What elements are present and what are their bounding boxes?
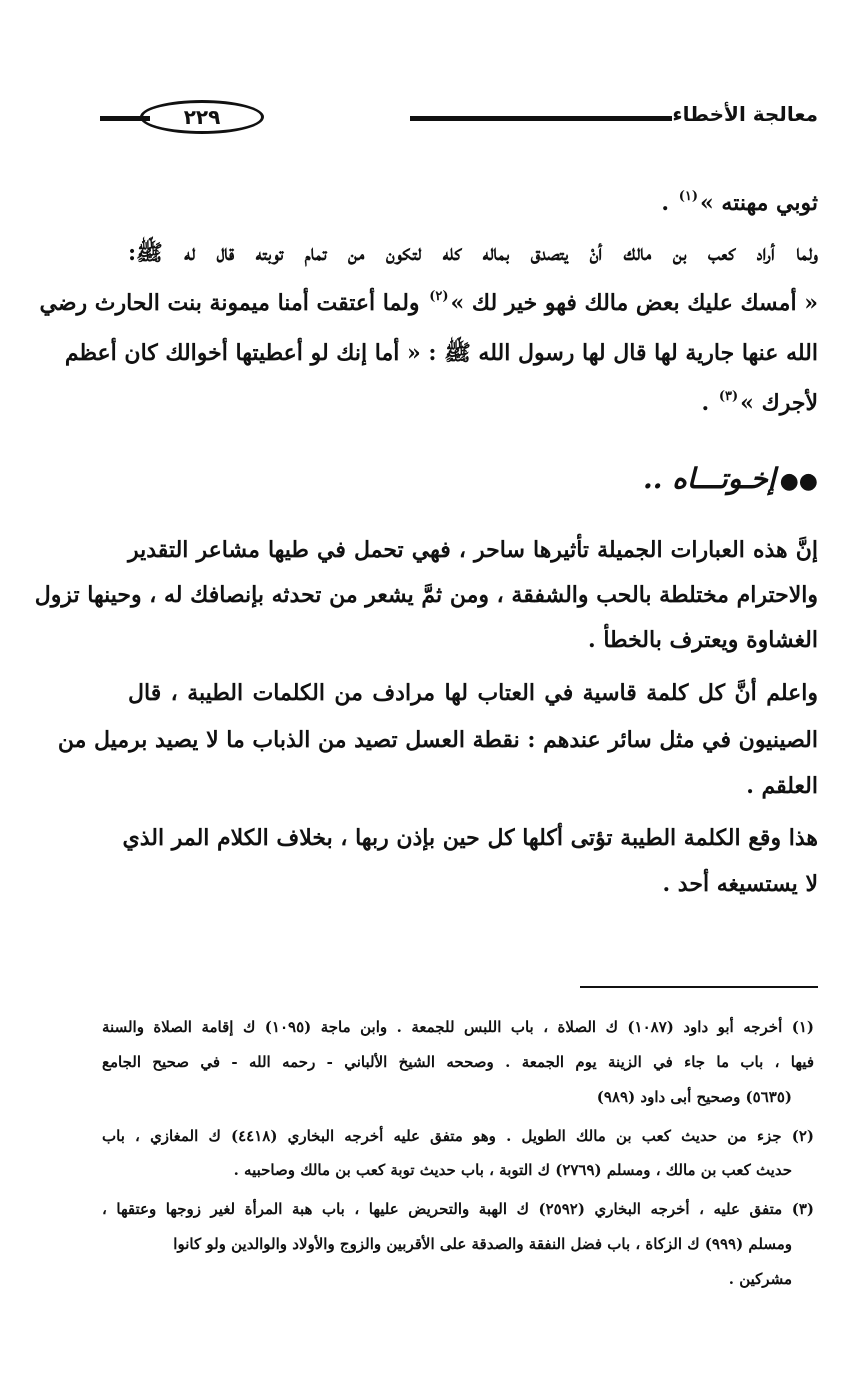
paragraph-line: لا يستسيغه أحد . bbox=[662, 871, 818, 897]
paragraph-line: واعلم أنَّ كل كلمة قاسية في العتاب لها مرادف من الكلمات الطيبة ، قال bbox=[128, 680, 818, 706]
page-header bbox=[100, 94, 818, 140]
body-text: . bbox=[701, 390, 710, 416]
body-line-2: ولما أراد كعب بن مالك أنْ يتصدق بماله كله لتكون من تمام توبته قال له ﷺ: bbox=[128, 240, 818, 266]
paragraph-line: هذا وقع الكلمة الطيبة تؤتى أكلها كل حين بإذن ربها ، بخلاف الكلام المر الذي bbox=[122, 825, 818, 851]
section-heading bbox=[643, 462, 818, 495]
footnote-line: (٢) جزء من حديث كعب بن مالك الطويل . وهو متفق عليه أخرجه البخاري (٤٤١٨) ك المغازي ، باب bbox=[102, 1127, 814, 1145]
body-line-4: الله عنها جارية لها قال لها رسول الله ﷺ : « أما إنك لو أعطيتها أخوالك كان أعظم bbox=[64, 340, 818, 366]
footnote-line: (٣) متفق عليه ، أخرجه البخاري (٢٥٩٢) ك الهبة والتحريض عليها ، باب هبة المرأة لغير زوجها وعتقها ، bbox=[102, 1200, 814, 1218]
footnote-line: ومسلم (٩٩٩) ك الزكاة ، باب فضل النفقة والصدقة على الأقربين والزوج والأولاد والوالدين ولو كانوا bbox=[173, 1235, 792, 1253]
section-heading-text: إخـوتـــاه .. bbox=[642, 462, 776, 495]
footnote-ref-1: (١) bbox=[678, 189, 698, 204]
paragraph-line: إنَّ هذه العبارات الجميلة تأثيرها ساحر ، فهي تحمل في طيها مشاعر التقدير bbox=[128, 537, 818, 563]
paragraph-line: العلقم . bbox=[746, 773, 818, 799]
footnote-line: (٥٦٣٥) وصحيح أبى داود (٩٨٩) bbox=[596, 1088, 792, 1106]
body-text: « أمسك عليك بعض مالك فهو خير لك » bbox=[450, 290, 818, 316]
header-rule-right bbox=[410, 116, 672, 121]
page-number: ٢٢٩ bbox=[140, 100, 264, 134]
body-line-1 bbox=[128, 183, 818, 227]
paragraph-line: والاحترام مختلطة بالحب والشفقة ، ومن ثمَّ يشعر من تحدثه بإنصافك له ، وحينها تزول bbox=[34, 582, 818, 608]
footnote-line: حديث كعب بن مالك ، ومسلم (٢٧٦٩) ك التوبة ، باب حديث توبة كعب بن مالك وصاحبيه . bbox=[233, 1161, 792, 1179]
body-line-5 bbox=[128, 383, 818, 427]
footnote-ref-3: (٣) bbox=[718, 389, 739, 404]
paragraph-line: الغشاوة ويعترف بالخطأ . bbox=[588, 627, 818, 653]
footnote-ref-2: (٢) bbox=[429, 289, 449, 304]
body-text: لأجرك » bbox=[740, 390, 818, 416]
body-line-3 bbox=[39, 283, 818, 327]
footnote-line: مشركين . bbox=[728, 1270, 792, 1288]
running-title: معالجة الأخطاء bbox=[672, 102, 818, 126]
body-text: ثوبي مهنته » bbox=[699, 190, 818, 216]
bullet-dots-icon: ●● bbox=[779, 468, 818, 494]
footnote-separator bbox=[580, 986, 818, 988]
body-text: ولما أعتقت أمنا ميمونة بنت الحارث رضي bbox=[39, 290, 420, 316]
footnote-line: فيها ، باب ما جاء في الزينة يوم الجمعة . وصححه الشيخ الألباني - رحمه الله - في صحيح الجامع bbox=[102, 1053, 814, 1071]
paragraph-line: الصينيون في مثل سائر عندهم : نقطة العسل تصيد من الذباب ما لا يصيد برميل من bbox=[57, 727, 818, 753]
body-text: . bbox=[661, 190, 670, 216]
footnote-line: (١) أخرجه أبو داود (١٠٨٧) ك الصلاة ، باب اللبس للجمعة . وابن ماجة (١٠٩٥) ك إقامة الصلاة والسنة bbox=[102, 1018, 815, 1036]
